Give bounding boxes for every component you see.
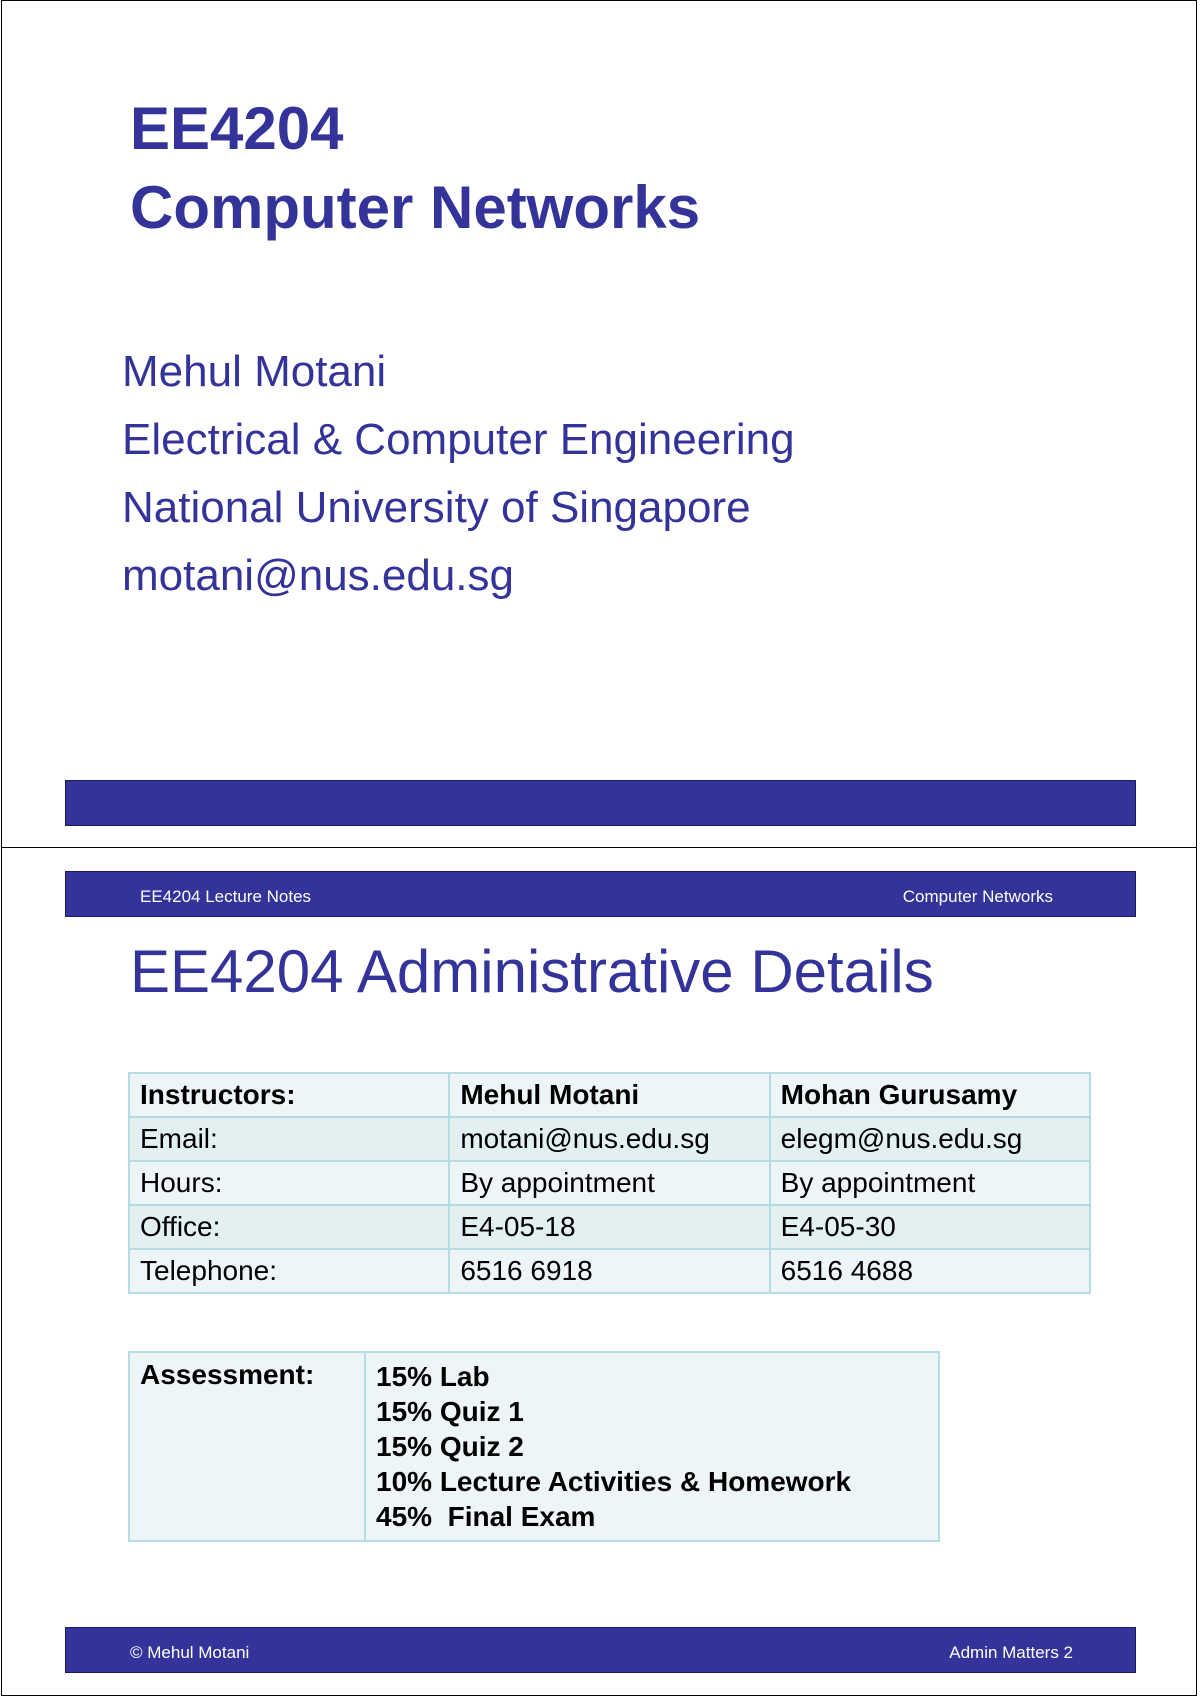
table-cell: 6516 4688 <box>770 1249 1090 1293</box>
row-label-cell: Office: <box>129 1205 449 1249</box>
assessment-item: 15% Quiz 2 <box>376 1431 524 1462</box>
instructor-name: Mehul Motani <box>122 347 387 396</box>
row-label-cell: Telephone: <box>129 1249 449 1293</box>
table-cell: E4-05-30 <box>770 1205 1090 1249</box>
table-row <box>129 1161 1090 1205</box>
footer-band <box>65 780 1136 826</box>
course-title: Computer Networks <box>130 174 701 241</box>
table-cell: motani@nus.edu.sg <box>449 1117 769 1161</box>
table-cell: By appointment <box>770 1161 1090 1205</box>
row-label-cell: Hours: <box>129 1161 449 1205</box>
assessment-row <box>129 1352 939 1541</box>
assessment-item: 45% Final Exam <box>376 1501 596 1532</box>
table-cell: Mehul Motani <box>449 1073 769 1117</box>
footer-right-text: Admin Matters 2 <box>949 1643 1073 1662</box>
assessment-item: 10% Lecture Activities & Homework <box>376 1466 852 1497</box>
table-row <box>129 1249 1090 1293</box>
table-cell: elegm@nus.edu.sg <box>770 1117 1090 1161</box>
slide-title-page <box>1 0 1197 849</box>
footer-band <box>65 1627 1136 1673</box>
department-name: Electrical & Computer Engineering <box>122 415 795 464</box>
instructor-email: motani@nus.edu.sg <box>122 551 515 600</box>
table-cell: E4-05-18 <box>449 1205 769 1249</box>
footer-left-text: © Mehul Motani <box>130 1643 250 1662</box>
slide-admin-details <box>1 847 1197 1696</box>
staff-contact-table <box>128 1072 1091 1294</box>
table-row <box>129 1117 1090 1161</box>
table-cell: 6516 6918 <box>449 1249 769 1293</box>
course-code: EE4204 <box>130 95 344 162</box>
header-left-text: EE4204 Lecture Notes <box>140 887 312 906</box>
header-right-text: Computer Networks <box>902 887 1053 906</box>
assessment-item: 15% Lab <box>376 1361 490 1392</box>
assessment-label: Assessment: <box>129 1352 365 1541</box>
row-label-cell: Email: <box>129 1117 449 1161</box>
assessment-table <box>128 1351 940 1542</box>
header-band <box>65 871 1136 917</box>
table-header-row <box>129 1073 1090 1117</box>
table-cell: By appointment <box>449 1161 769 1205</box>
slide-title: EE4204 Administrative Details <box>130 938 934 1005</box>
assessment-items <box>365 1352 939 1541</box>
table-cell: Mohan Gurusamy <box>770 1073 1090 1117</box>
table-row <box>129 1205 1090 1249</box>
row-label-cell: Instructors: <box>129 1073 449 1117</box>
assessment-item: 15% Quiz 1 <box>376 1396 524 1427</box>
university-name: National University of Singapore <box>122 483 751 532</box>
